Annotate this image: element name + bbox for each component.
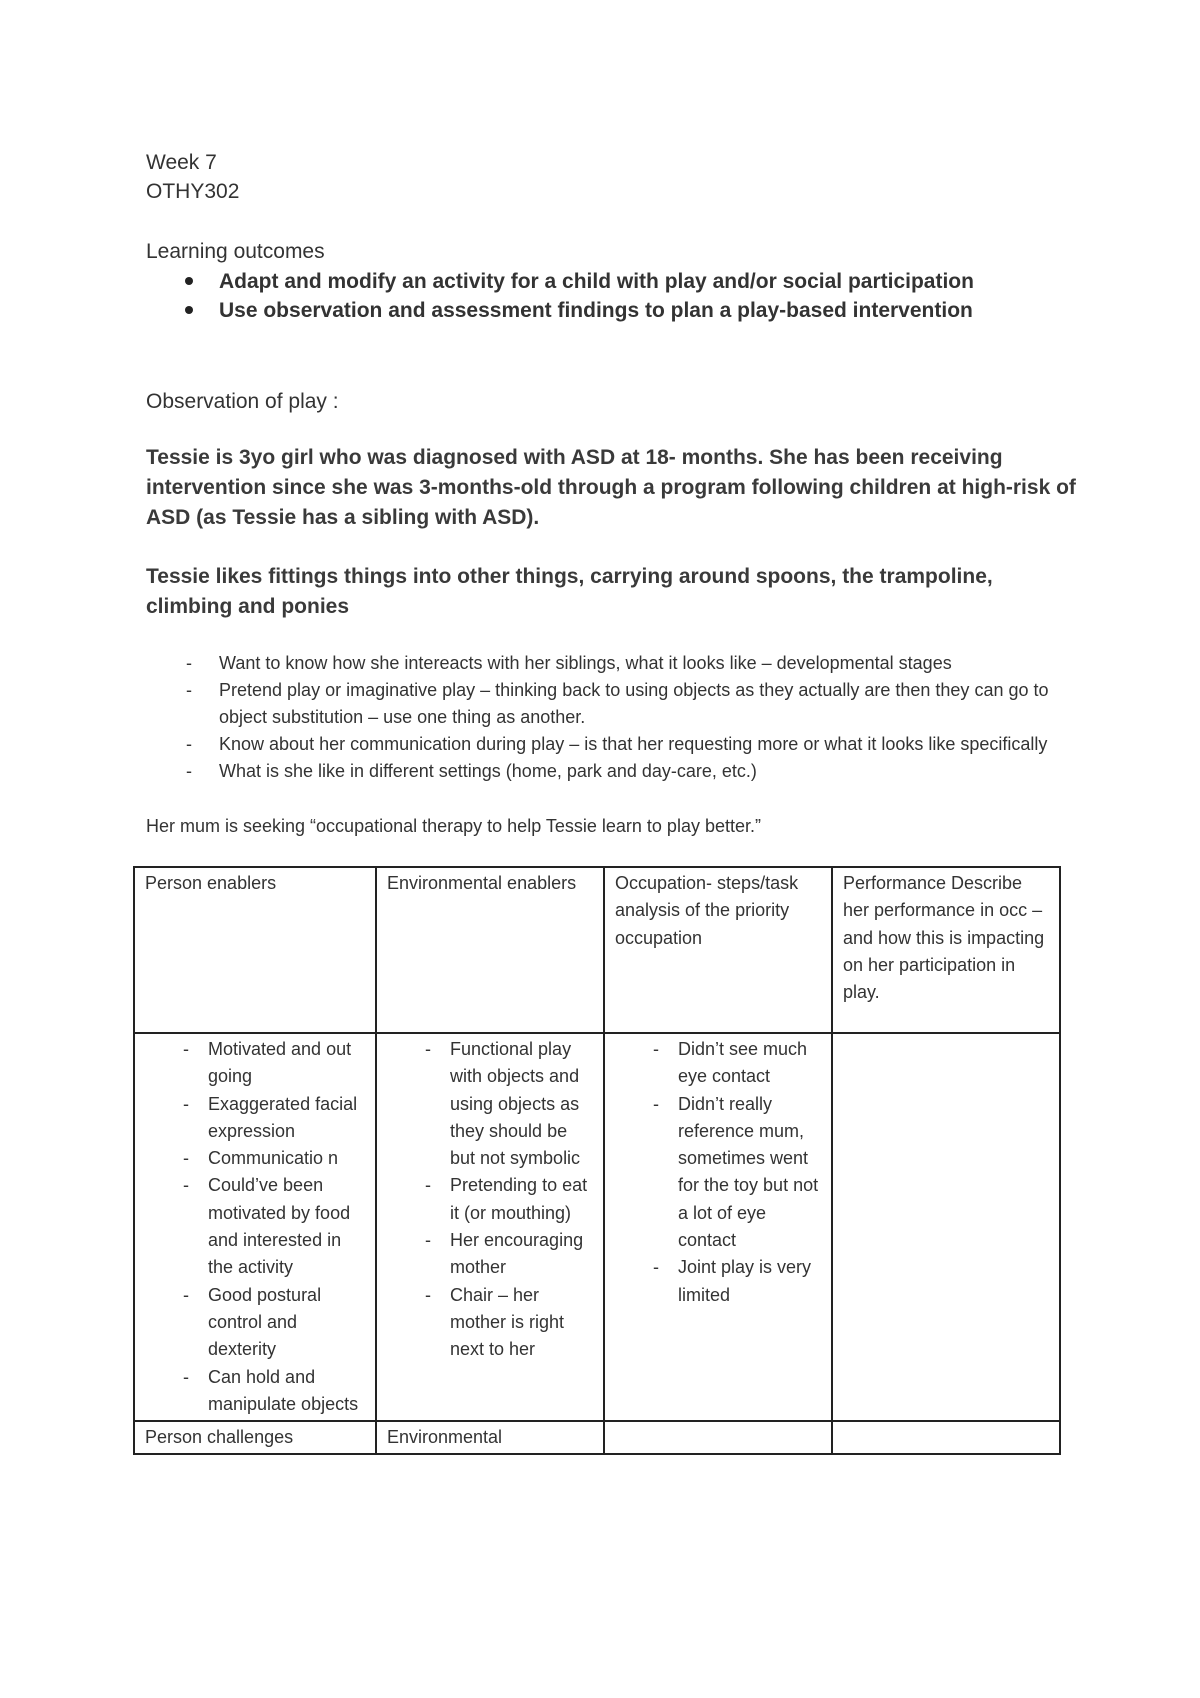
learning-outcomes-title: Learning outcomes — [146, 240, 325, 263]
header-occupation-steps: Occupation- steps/task analysis of the priority occupation — [604, 867, 832, 1033]
header-performance: Performance Describe her performance in occ – and how this is impacting on her participation in play. — [832, 867, 1060, 1033]
performance-cell — [832, 1033, 1060, 1421]
learning-outcomes-list — [146, 267, 974, 325]
learning-outcome-item: Adapt and modify an activity for a child with play and/or social participation — [146, 267, 974, 296]
learning-outcome-item: Use observation and assessment findings to plan a play-based intervention — [146, 296, 974, 325]
empty-cell — [604, 1421, 832, 1454]
header-environmental-enablers: Environmental enablers — [376, 867, 604, 1033]
week-label: Week 7 — [146, 151, 217, 174]
person-challenges-cell: Person challenges — [134, 1421, 376, 1454]
list-item: - Chair – her mother is right next to her — [387, 1282, 593, 1364]
question-item: - Know about her communication during play – is that her requesting more or what it looks like specifically — [146, 731, 1076, 758]
person-enablers-cell — [134, 1033, 376, 1421]
analysis-table — [133, 866, 1061, 1455]
case-description-paragraph: Tessie is 3yo girl who was diagnosed with ASD at 18- months. She has been receiving intervention since she was 3-months-old through a program following children at high-risk of ASD (as Tessie has a sibling with ASD). — [146, 446, 1076, 529]
list-item: - Motivated and out going — [145, 1036, 365, 1091]
list-item: - Pretending to eat it (or mouthing) — [387, 1172, 593, 1227]
table-row — [134, 1421, 1060, 1454]
list-item: - Didn’t really reference mum, sometimes went for the toy but not a lot of eye contact — [615, 1091, 821, 1255]
list-item: - Didn’t see much eye contact — [615, 1036, 821, 1091]
list-item: - Her encouraging mother — [387, 1227, 593, 1282]
list-item: - Can hold and manipulate objects — [145, 1364, 365, 1419]
interests-paragraph: Tessie likes fittings things into other things, carrying around spoons, the trampoline, climbing and ponies — [146, 565, 993, 618]
questions-list — [146, 650, 1076, 785]
question-item: - What is she like in different settings (home, park and day-care, etc.) — [146, 758, 1076, 785]
empty-cell — [832, 1421, 1060, 1454]
table-row — [134, 1033, 1060, 1421]
header-person-enablers: Person enablers — [134, 867, 376, 1033]
list-item: - Communicatio n — [145, 1145, 365, 1172]
environmental-challenges-cell: Environmental — [376, 1421, 604, 1454]
list-item: - Could’ve been motivated by food and interested in the activity — [145, 1172, 365, 1281]
list-item: - Good postural control and dexterity — [145, 1282, 365, 1364]
list-item: - Functional play with objects and using objects as they should be but not symbolic — [387, 1036, 593, 1172]
mum-request-line: Her mum is seeking “occupational therapy to help Tessie learn to play better.” — [146, 816, 761, 836]
question-item: - Pretend play or imaginative play – thinking back to using objects as they actually are then they can go to object substitution – use one thing as another. — [146, 677, 1076, 731]
table-header-row — [134, 867, 1060, 1033]
list-item: - Exaggerated facial expression — [145, 1091, 365, 1146]
list-item: - Joint play is very limited — [615, 1254, 821, 1309]
question-item: - Want to know how she intereacts with her siblings, what it looks like – developmental stages — [146, 650, 1076, 677]
course-code: OTHY302 — [146, 180, 240, 203]
environmental-enablers-cell — [376, 1033, 604, 1421]
document-header — [146, 148, 239, 206]
observation-title: Observation of play : — [146, 390, 339, 413]
occupation-steps-cell — [604, 1033, 832, 1421]
